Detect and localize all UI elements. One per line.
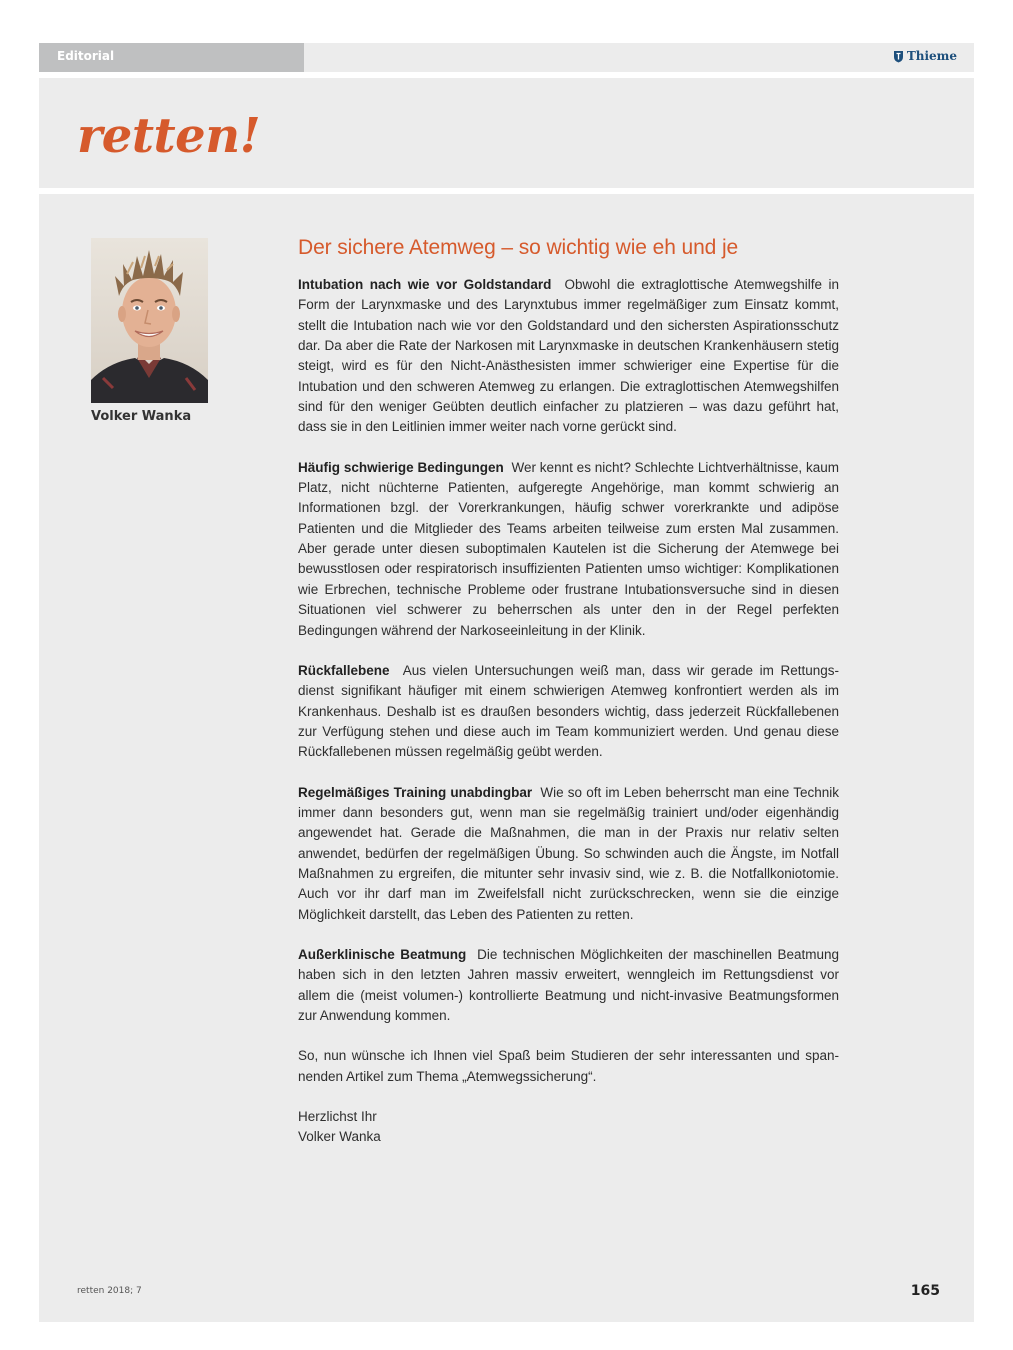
thieme-logo-icon (893, 50, 904, 63)
paragraph-text: Die technischen Möglichkeiten der maschinellen Beatmung haben sich in den letzten Jahren massiv erweitert, wenngleich im Rettungsdienst vor allem die (meist volumen-) kontrollierte Beatmung und nicht-invasive Beatmungsformen zur Anwendung kommen. (298, 946, 839, 1023)
paragraph-text: Wer kennt es nicht? Schlechte Lichtverhältnisse, kaum Platz, nicht nüchterne Patienten, aufgeregte Angehörige, man kommt schwierig an Informationen bzgl. der Vorerkrankungen, häufig schwer vorerkrankte und adipöse Patienten und die Mitglieder des Teams arbeiten teilweise zum ersten Mal zusammen. Aber gerade unter diesen suboptimalen Kautelen ist die Sicherung der Atemwege bei bewusstlosen oder respiratorisch insuffizienten Patienten umso wichtiger: Komplikationen wie Erbrechen, technische Probleme oder frustrane Intubationsversuche sind in diesen Situationen viel schwerer zu beherrschen als unter den in der Regel perfekten Bedingungen während der Narkoseeinleitung in der Klinik. (298, 459, 839, 638)
journal-citation: retten 2018; 7 (77, 1286, 142, 1296)
paragraph-lead: Intubation nach wie vor Goldstandard (298, 277, 552, 292)
paragraph-lead: Außerklinische Beatmung (298, 946, 467, 962)
paragraph-text: Aus vielen Untersuchungen weiß man, dass wir gerade im Rettungsdienst signifikant häufiger mit einem schwierigen Atemweg konfrontiert werden als im Krankenhaus. Deshalb ist es draußen besonders wichtig, dass jederzeit Rückfallebenen zur Verfügung stehen und diese auch im Team kommuniziert werden. Und genau diese Rückfallebenen müssen regelmäßig geübt werden. (298, 662, 839, 760)
paragraph (298, 661, 839, 763)
paragraph (298, 275, 839, 438)
signature: Volker Wanka (298, 1129, 381, 1145)
article (298, 234, 839, 1148)
publisher-name: Thieme (906, 49, 957, 63)
closing-line: Herzlichst Ihr (298, 1109, 377, 1125)
article-headline: Der sichere Atemweg – so wichtig wie eh und je (298, 236, 739, 259)
publisher-logo (893, 49, 957, 63)
magazine-title: retten! (77, 108, 261, 164)
masthead (39, 78, 974, 188)
paragraph-lead: Regelmäßiges Training unabdingbar (298, 784, 533, 800)
section-label: Editorial (39, 43, 304, 72)
paragraph (298, 945, 839, 1026)
paragraph (298, 458, 839, 641)
paragraph-lead: Häufig schwierige Bedingungen (298, 459, 504, 475)
header-bar (39, 43, 974, 72)
paragraph-text: Wie so oft im Leben beherrscht man eine Technik immer dann besonders gut, wenn man sie regelmäßig trainiert und/oder eigenhändig angewendet hat. Gerade die Maßnahmen, die man in der Praxis nur relativ selten anwendet, bedürfen der regelmäßigen Übung. So schwinden auch die Ängste, im Notfall Maßnahmen zu ergreifen, die mitunter sehr invasiv sind, wie z. B. die Notfallkoniotomie. Auch vor ihr darf man im Zweifelsfall nicht zurückschrecken, wenn sie die einzige Möglichkeit darstellt, das Leben des Patienten zu retten. (298, 784, 839, 922)
paragraph-text: Obwohl die extraglottische Atemwegshilfe in Form der Larynxmaske und des Larynxtubus immer regelmäßiger zum Einsatz kommt, stellt die Intubation nach wie vor den Goldstandard und den sichersten Aspirationsschutz dar. Da aber die Rate der Narkosen mit Larynxmaske in deutschen Krankenhäusern stetig steigt, wird es für den Nicht-Anästhesisten immer schwieriger eine Expertise für die Intubation und den schweren Atemweg zu erlangen. Die extraglottischen Atemwegshilfen sind für den weniger Geübten deutlich einfacher zu platzieren – was dazu geführt hat, dass sie in den Leitlinien immer weiter nach vorne gerückt sind. (298, 277, 839, 435)
page-number: 165 (910, 1283, 940, 1299)
paragraph (298, 783, 839, 925)
editorial-content (39, 194, 974, 1322)
outro-paragraph: So, nun wünsche ich Ihnen viel Spaß beim Studieren der sehr interessanten und spannenden Artikel zum Thema „Atemwegssicherung“. (298, 1048, 839, 1084)
paragraph-lead: Rückfallebene (298, 662, 390, 678)
author-caption: Volker Wanka (91, 409, 192, 424)
author-portrait (91, 238, 208, 403)
